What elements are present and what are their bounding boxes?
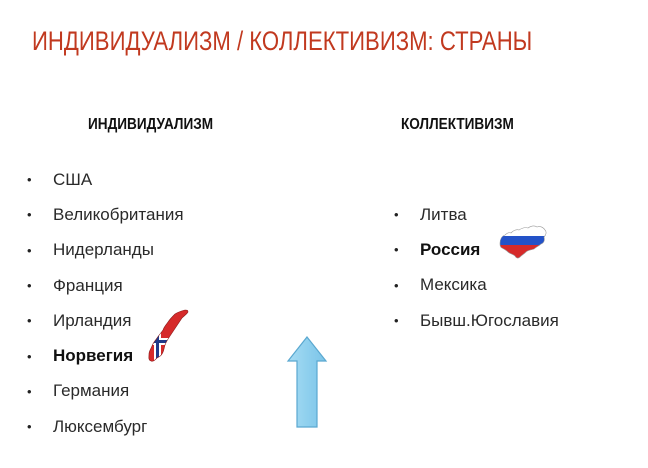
bullet: • [27,419,32,435]
bullet: • [394,313,399,329]
bullet: • [394,242,399,258]
bullet: • [394,207,399,223]
country-label: Норвегия [53,346,134,366]
page-title: ИНДИВИДУАЛИЗМ / КОЛЛЕКТИВИЗМ: СТРАНЫ [32,26,533,56]
country-label: Мексика [420,275,487,295]
country-label: Ирландия [53,310,132,330]
country-label: США [53,169,93,189]
list-item [27,268,184,303]
up-arrow-icon [286,336,328,428]
list-item [27,374,184,409]
bullet: • [27,207,32,223]
list-item [27,233,184,268]
list-item [394,303,559,338]
list-item [394,268,559,303]
bullet: • [27,242,32,258]
individualism-country-list [27,162,184,444]
bullet: • [27,278,32,294]
bullet: • [394,277,399,293]
country-label: Россия [420,239,481,259]
country-label: Франция [53,275,123,295]
country-label: Литва [420,204,467,224]
individualism-header: ИНДИВИДУАЛИЗМ [88,116,214,133]
list-item [27,162,184,197]
bullet: • [27,383,32,399]
list-item [27,197,184,232]
bullet: • [27,348,32,364]
country-label: Великобритания [53,204,184,224]
country-label: Люксембург [53,416,148,436]
country-label: Германия [53,381,130,401]
country-label: Нидерланды [53,240,154,260]
bullet: • [27,172,32,188]
bullet: • [27,313,32,329]
list-item [27,409,184,444]
country-label: Бывш.Югославия [420,310,559,330]
norway-flag-map-icon [144,308,190,364]
collectivism-header: КОЛЛЕКТИВИЗМ [401,116,514,133]
russia-flag-map-icon [498,221,548,261]
collectivism-country-list [394,197,559,338]
